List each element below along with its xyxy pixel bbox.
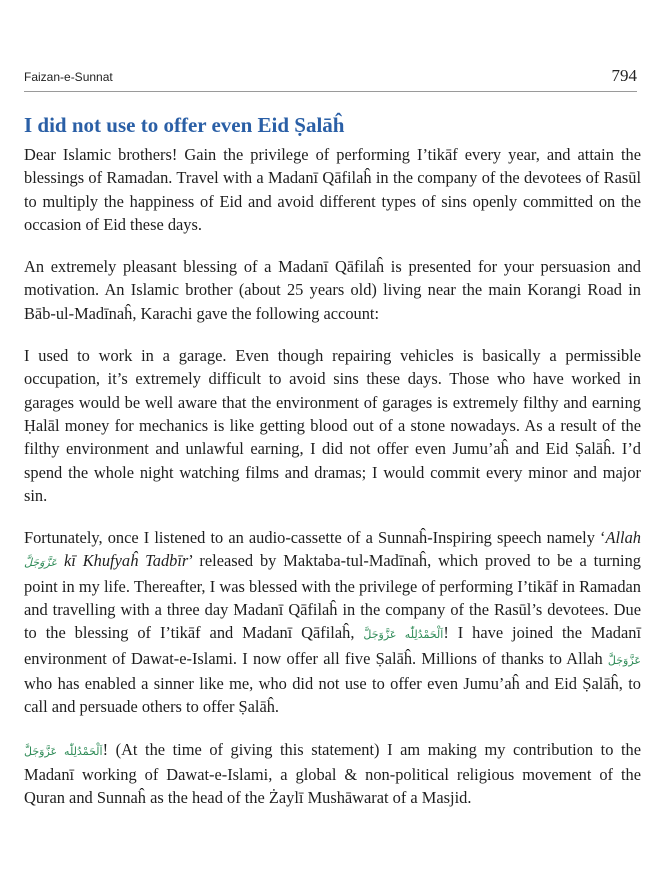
page-header bbox=[24, 66, 637, 88]
arabic-honorific: عَزَّوَجَلَّ bbox=[607, 653, 641, 667]
running-title: Faizan-e-Sunnat bbox=[24, 70, 113, 84]
p4-text-4: who has enabled a sinner like me, who did not use to offer even Jumu’aĥ and Eid Ṣalāĥ, to call and persuade others to offer Ṣalāĥ. bbox=[24, 673, 641, 717]
paragraph-1: Dear Islamic brothers! Gain the privilege of performing I’tikāf every year, and attain the blessings of Ramadan. Travel with a Madanī Qāfilaĥ in the company of the devotees of Rasūl to multiply the happiness of Eid and avoid different types of sins openly committed on the occasion of Eid these days. bbox=[24, 145, 641, 234]
p4-text-1: Fortunately, once I listened to an audio-cassette of a Sunnaĥ-Inspiring speech namely ‘ bbox=[24, 528, 606, 548]
arabic-honorific: عَزَّوَجَلَّ bbox=[24, 556, 58, 570]
p5-text-1: ! (At the time of giving this statement) I am making my contribution to the Madanī working of Dawat-e-Islami, a global & non-political religious movement of the Quran and Sunnaĥ as the head of the Żaylī Mushāwarat of a Masjid. bbox=[24, 739, 641, 808]
speech-title-a: Allah bbox=[605, 528, 641, 548]
paragraph-4 bbox=[24, 526, 641, 718]
header-divider bbox=[24, 91, 637, 92]
section-heading: I did not use to offer even Eid Ṣalāĥ bbox=[24, 113, 345, 137]
p4-text-2: ’ released by Maktaba-tul-Madīnaĥ, which proved to be a turning point in my life. Thereafter, I was blessed with the privilege of performing I’tikāf in Ramadan and travelling with a three day Madanī Qāfilaĥ in the company of the Rasūl’s devotees. Due to the blessing of I’tikāf and Madanī Qāfilaĥ, bbox=[24, 551, 641, 643]
arabic-praise: اَلْحَمْدُلِلّٰه عَزَّوَجَلَّ bbox=[24, 744, 103, 758]
arabic-praise: اَلْحَمْدُلِلّٰه عَزَّوَجَلَّ bbox=[363, 628, 444, 642]
paragraph-3: I used to work in a garage. Even though repairing vehicles is basically a permissible occupation, it’s extremely difficult to avoid sins these days. Those who have worked in garages would be well aware that the environment of garages is extremely filthy and earning Ḥalāl money for mechanics is like getting blood out of a stone nowadays. As a result of the filthy environment and unlawful earning, I did not offer even Jumu’aĥ and Eid Ṣalāĥ. I’d spend the whole night watching films and dramas; I would commit every minor and major sin. bbox=[24, 346, 641, 505]
paragraph-5 bbox=[24, 738, 641, 810]
body-text bbox=[24, 143, 641, 828]
speech-title-b: kī Khufyaĥ Tadbīr bbox=[57, 551, 189, 571]
p4-text-3: ! I have joined the Madanī environment of Dawat-e-Islami. I now offer all five Ṣalāĥ. Millions of thanks to Allah bbox=[24, 623, 642, 668]
paragraph-2: An extremely pleasant blessing of a Madanī Qāfilaĥ is presented for your persuasion and motivation. An Islamic brother (about 25 years old) living near the main Korangi Road in Bāb-ul-Madīnaĥ, Karachi gave the following account: bbox=[24, 257, 641, 323]
page-number: 794 bbox=[611, 66, 637, 85]
